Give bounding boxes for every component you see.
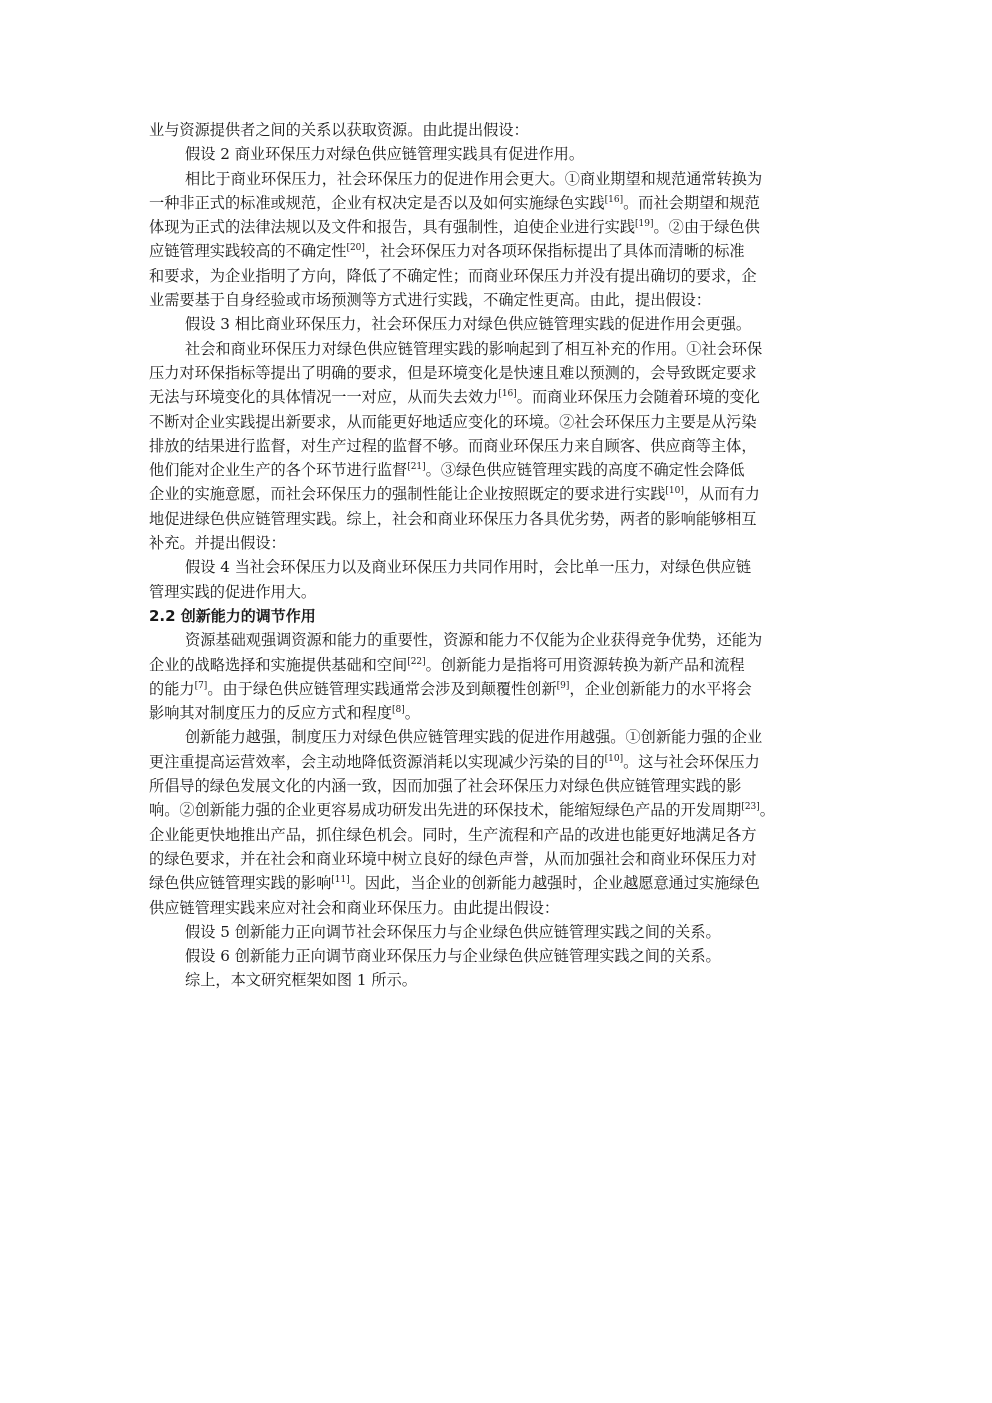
citation-ref: [19] bbox=[635, 219, 654, 230]
text-line: 社会和商业环保压力对绿色供应链管理实践的影响起到了相互补充的作用。①社会环保 bbox=[185, 339, 763, 358]
text-line: 的能力[7]。由于绿色供应链管理实践通常会涉及到颠覆性创新[9]，企业创新能力的水平将会 bbox=[149, 679, 752, 698]
citation-ref: [7] bbox=[194, 680, 208, 691]
text-line: 管理实践的促进作用大。 bbox=[149, 582, 317, 601]
text-line: 响。②创新能力强的企业更容易成功研发出先进的环保技术，能缩短绿色产品的开发周期[23]。 bbox=[149, 801, 775, 820]
text-line: 绿色供应链管理实践的影响[11]。因此，当企业的创新能力越强时，企业越愿意通过实施绿色 bbox=[149, 874, 760, 893]
text-line: 企业能更快地推出产品，抓住绿色机会。同时，生产流程和产品的改进也能更好地满足各方 bbox=[149, 825, 757, 844]
text-line: 不断对企业实践提出新要求，从而能更好地适应变化的环境。②社会环保压力主要是从污染 bbox=[149, 412, 757, 431]
text-line: 假设 2 商业环保压力对绿色供应链管理实践具有促进作用。 bbox=[185, 145, 585, 164]
text-line: 假设 5 创新能力正向调节社会环保压力与企业绿色供应链管理实践之间的关系。 bbox=[185, 922, 721, 941]
text-line: 假设 3 相比商业环保压力，社会环保压力对绿色供应链管理实践的促进作用会更强。 bbox=[185, 315, 752, 334]
citation-ref: [16] bbox=[604, 194, 624, 205]
citation-ref: [11] bbox=[331, 875, 350, 886]
text-line: 体现为正式的法律法规以及文件和报告，具有强制性，迫使企业进行实践[19]。②由于绿色供 bbox=[149, 218, 760, 237]
text-line: 影响其对制度压力的反应方式和程度[8]。 bbox=[149, 704, 420, 723]
text-line: 创新能力越强，制度压力对绿色供应链管理实践的促进作用越强。①创新能力强的企业 bbox=[185, 728, 763, 747]
text-line: 的绿色要求，并在社会和商业环境中树立良好的绿色声誉，从而加强社会和商业环保压力对 bbox=[149, 849, 757, 868]
text-line: 更注重提高运营效率，会主动地降低资源消耗以实现减少污染的目的[10]。这与社会环保压力 bbox=[149, 752, 760, 771]
section-heading: 2.2 创新能力的调节作用 bbox=[149, 606, 316, 625]
text-line: 他们能对企业生产的各个环节进行监督[21]。③绿色供应链管理实践的高度不确定性会降低 bbox=[149, 461, 745, 480]
text-line: 一种非正式的标准或规范，企业有权决定是否以及如何实施绿色实践[16]。而社会期望和规范 bbox=[149, 193, 760, 212]
text-line: 地促进绿色供应链管理实践。综上，社会和商业环保压力各具优劣势，两者的影响能够相互 bbox=[149, 509, 757, 528]
citation-ref: [21] bbox=[407, 462, 426, 473]
text-line: 补充。并提出假设： bbox=[149, 534, 286, 553]
text-line: 企业的实施意愿，而社会环保压力的强制性能让企业按照既定的要求进行实践[10]，从而有力 bbox=[149, 485, 760, 504]
text-line: 业需要基于自身经验或市场预测等方式进行实践，不确定性更高。由此，提出假设： bbox=[149, 291, 711, 310]
citation-ref: [9] bbox=[556, 680, 570, 691]
text-line: 压力对环保指标等提出了明确的要求，但是环境变化是快速且难以预测的，会导致既定要求 bbox=[149, 363, 757, 382]
text-line: 供应链管理实践来应对社会和商业环保压力。由此提出假设： bbox=[149, 898, 560, 917]
text-line: 相比于商业环保压力，社会环保压力的促进作用会更大。①商业期望和规范通常转换为 bbox=[185, 169, 763, 188]
citation-ref: [23] bbox=[741, 802, 760, 813]
body-text bbox=[149, 118, 845, 993]
citation-ref: [8] bbox=[392, 705, 405, 716]
text-line: 业与资源提供者之间的关系以获取资源。由此提出假设： bbox=[149, 121, 529, 139]
text-line: 假设 4 当社会环保压力以及商业环保压力共同作用时，会比单一压力，对绿色供应链 bbox=[185, 558, 752, 577]
text-line: 所倡导的绿色发展文化的内涵一致，因而加强了社会环保压力对绿色供应链管理实践的影 bbox=[149, 777, 742, 796]
text-line: 排放的结果进行监督，对生产过程的监督不够。而商业环保压力来自顾客、供应商等主体， bbox=[149, 436, 757, 455]
text-line: 应链管理实践较高的不确定性[20]，社会环保压力对各项环保指标提出了具体而清晰的标准 bbox=[149, 242, 745, 261]
citation-ref: [10] bbox=[665, 486, 684, 497]
citation-ref: [10] bbox=[604, 753, 624, 764]
text-line: 无法与环境变化的具体情况一一对应，从而失去效力[16]。而商业环保压力会随着环境的变化 bbox=[149, 388, 760, 407]
citation-ref: [20] bbox=[346, 243, 365, 254]
text-line: 企业的战略选择和实施提供基础和空间[22]。创新能力是指将可用资源转换为新产品和流程 bbox=[149, 655, 745, 674]
text-line: 和要求，为企业指明了方向，降低了不确定性；而商业环保压力并没有提出确切的要求，企 bbox=[149, 266, 757, 285]
text-line: 假设 6 创新能力正向调节商业环保压力与企业绿色供应链管理实践之间的关系。 bbox=[185, 947, 721, 966]
citation-ref: [22] bbox=[407, 656, 426, 667]
citation-ref: [16] bbox=[498, 389, 517, 400]
text-line: 综上，本文研究框架如图 1 所示。 bbox=[185, 971, 417, 990]
text-line: 资源基础观强调资源和能力的重要性，资源和能力不仅能为企业获得竞争优势，还能为 bbox=[185, 631, 763, 650]
